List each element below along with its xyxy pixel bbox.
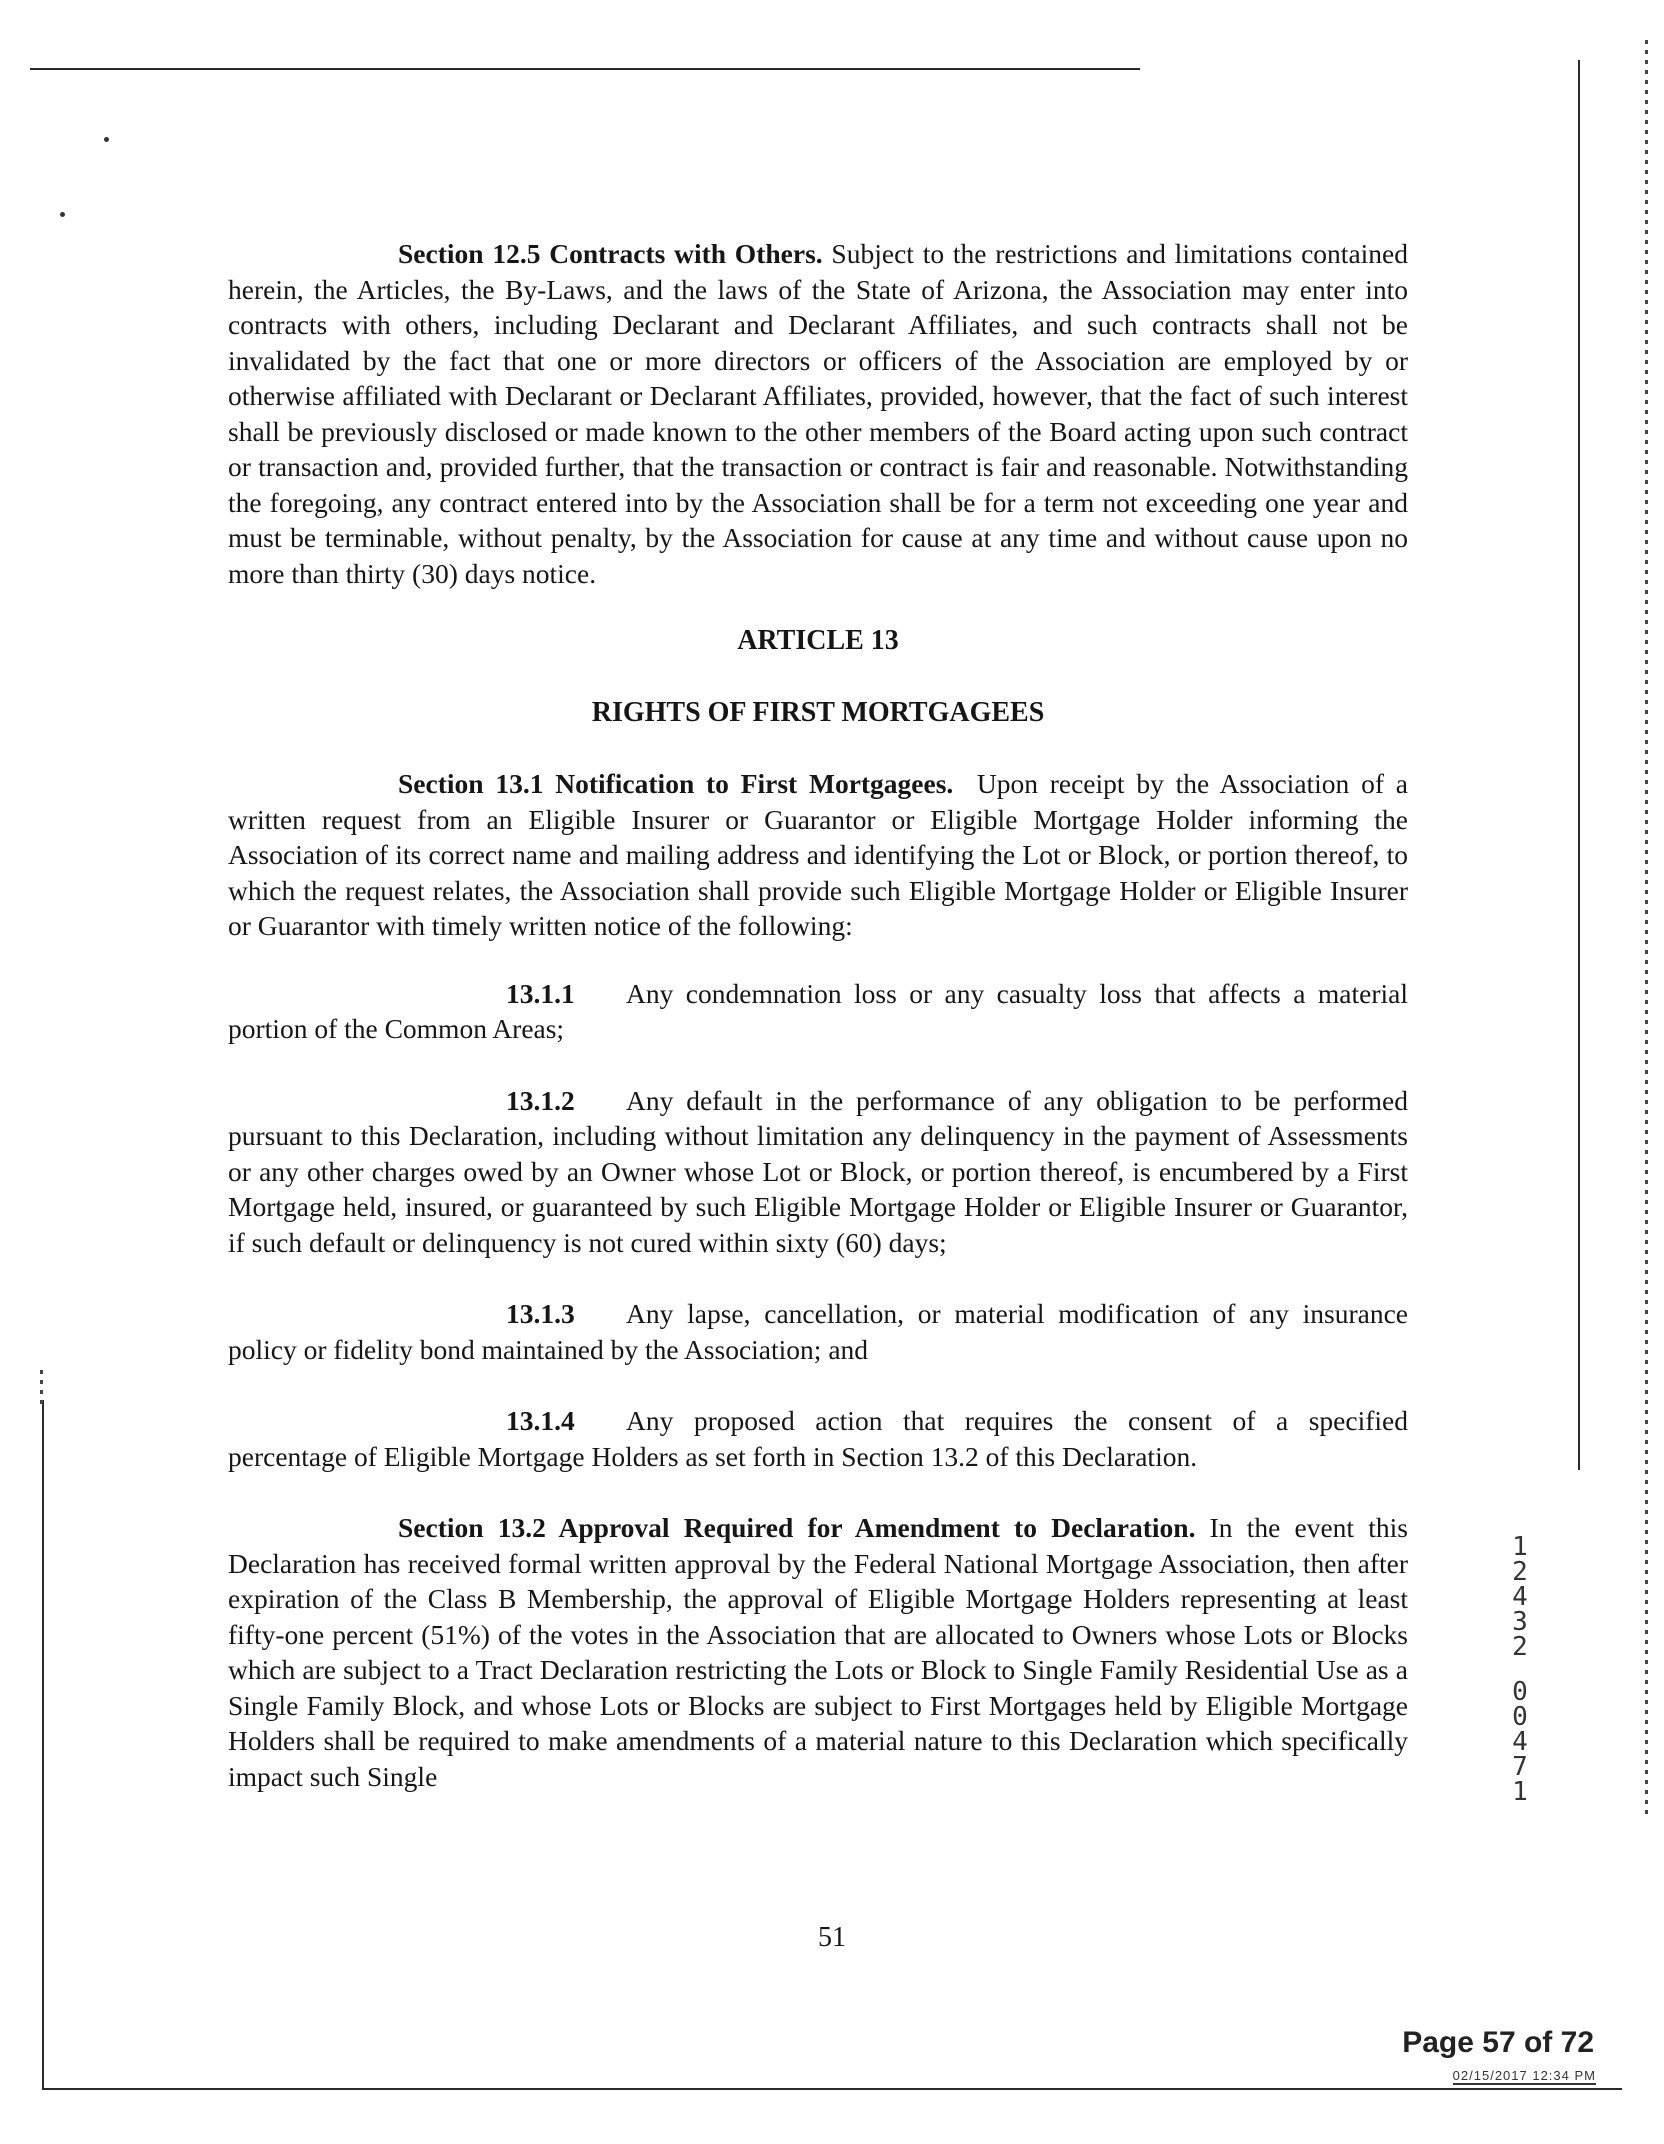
- recording-digit: 2: [1512, 1557, 1528, 1587]
- section-12-5-title: Section 12.5 Contracts with Others.: [398, 238, 823, 269]
- subsection-13-1-2: [228, 1083, 1408, 1261]
- section-13-1-title: Section 13.1 Notification to First Mortgagees.: [398, 768, 954, 799]
- scan-bottom-border: [42, 2088, 1622, 2090]
- subsection-text: Any condemnation loss or any casualty loss that affects a material portion of the Common Areas;: [228, 977, 1408, 1044]
- subsection-text: Any proposed action that requires the consent of a specified percentage of Eligible Mortgage Holders as set forth in Section 13.2 of this Declaration.: [228, 1405, 1408, 1472]
- recording-digit: 1: [1512, 1777, 1528, 1807]
- recording-digit: 2: [1512, 1632, 1528, 1662]
- recording-digit: 7: [1512, 1752, 1528, 1782]
- section-13-2: [228, 1510, 1408, 1794]
- page-number: 51: [818, 1922, 846, 1953]
- section-13-2-title: Section 13.2 Approval Required for Amendment to Declaration.: [398, 1512, 1196, 1543]
- subsection-number: 13.1.4: [506, 1405, 575, 1436]
- scan-dotted-edge-right: [1645, 40, 1648, 1820]
- scan-speck: [60, 212, 65, 217]
- subsection-text: Any lapse, cancellation, or material modification of any insurance policy or fidelity bond maintained by the Association; and: [228, 1298, 1408, 1365]
- section-13-1-body: Upon receipt by the Association of a written request from an Eligible Insurer or Guarantor or Eligible Mortgage Holder informing the Association of its correct name and mailing address and identifying the Lot or Block, or portion thereof, to which the request relates, the Association shall provide such Eligible Mortgage Holder or Eligible Insurer or Guarantor with timely written notice of the following:: [228, 768, 1415, 941]
- scan-dotted-edge-left: [40, 1370, 43, 1410]
- subsection-text: Any default in the performance of any obligation to be performed pursuant to this Declaration, including without limitation any delinquency in the payment of Assessments or any other charges owed by an Owner whose Lot or Block, or portion thereof, is encumbered by a First Mortgage held, insured, or guaranteed by such Eligible Mortgage Holder or Eligible Insurer or Guarantor, if such default or delinquency is not cured within sixty (60) days;: [228, 1084, 1408, 1258]
- document-body: [228, 236, 1415, 1826]
- section-12-5-body: Subject to the restrictions and limitations contained herein, the Articles, the By-Laws, and the laws of the State of Arizona, the Association may enter into contracts with others, including Declarant and Declarant Affiliates, and such contracts shall not be invalidated by the fact that one or more directors or officers of the Association are employed by or otherwise affiliated with Declarant or Declarant Affiliates, provided, however, that the fact of such interest shall be previously disclosed or made known to the other members of the Board acting upon such contract or transaction and, provided further, that the transaction or contract is fair and reasonable. Notwithstanding the foregoing, any contract entered into by the Association shall be for a term not exceeding one year and must be terminable, without penalty, by the Association for cause at any time and without cause upon no more than thirty (30) days notice.: [228, 238, 1408, 589]
- footer-timestamp: 02/15/2017 12:34 PM: [1452, 2068, 1596, 2083]
- footer-page-count: Page 57 of 72: [1402, 2026, 1594, 2059]
- recording-digit: 4: [1512, 1582, 1528, 1612]
- section-13-2-body: In the event this Declaration has received formal written approval by the Federal National Mortgage Association, then after expiration of the Class B Membership, the approval of Eligible Mortgage Holders representing at least fifty-one percent (51%) of the votes in the Association that are allocated to Owners whose Lots or Blocks which are subject to a Tract Declaration restricting the Lots or Block to Single Family Residential Use as a Single Family Block, and whose Lots or Blocks are subject to First Mortgages held by Eligible Mortgage Holders shall be required to make amendments of a material nature to this Declaration which specifically impact such Single: [228, 1512, 1408, 1792]
- article-number: ARTICLE 13: [737, 625, 899, 656]
- recording-digit: 0: [1512, 1677, 1528, 1707]
- subsection-number: 13.1.3: [506, 1298, 575, 1329]
- recording-number: [1500, 1532, 1540, 1807]
- recording-digit: 4: [1512, 1727, 1528, 1757]
- recording-digit: 3: [1512, 1607, 1528, 1637]
- recording-digit: 1: [1512, 1532, 1528, 1562]
- subsection-13-1-4: [228, 1403, 1408, 1474]
- subsection-number: 13.1.1: [506, 977, 575, 1009]
- article-title: RIGHTS OF FIRST MORTGAGEES: [591, 696, 1045, 728]
- subsection-number: 13.1.2: [506, 1084, 575, 1116]
- recording-digit: 0: [1512, 1702, 1528, 1732]
- scan-right-border: [1578, 60, 1580, 1470]
- scan-speck: [104, 137, 109, 142]
- subsection-13-1-1: [228, 976, 1408, 1047]
- scan-left-border: [42, 1400, 44, 2090]
- subsection-13-1-3: [228, 1296, 1408, 1367]
- section-13-1: [228, 766, 1415, 944]
- section-12-5: [228, 236, 1408, 591]
- scan-top-line: [30, 68, 1140, 70]
